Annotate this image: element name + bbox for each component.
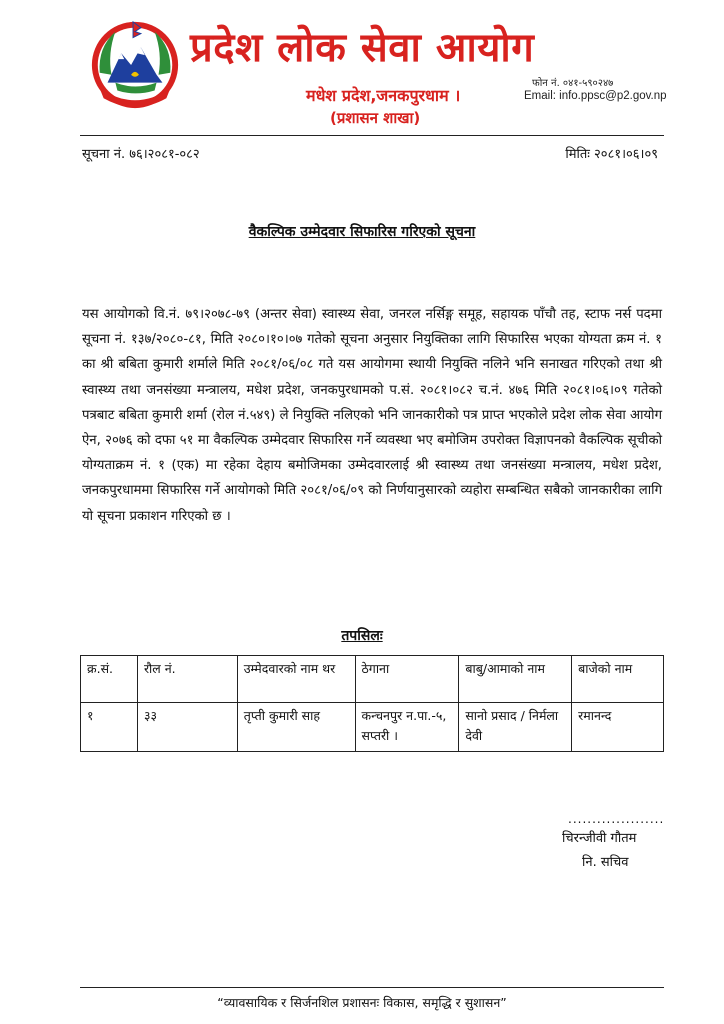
- org-title: प्रदेश लोक सेवा आयोग: [190, 25, 535, 71]
- cell-parent-name: सानो प्रसाद / निर्मला देवी: [459, 703, 572, 752]
- emblem-logo: [86, 14, 184, 112]
- candidate-table: [80, 655, 664, 752]
- cell-grandfather-name: रमानन्द: [572, 703, 664, 752]
- notice-body: यस आयोगको वि.नं. ७९।२०७८-७९ (अन्तर सेवा) स्वास्थ्य सेवा, जनरल नर्सिङ्ग समूह, सहायक पाँचौ तह, स्टाफ नर्स पदमा सूचना नं. १३७/२०८०-८१, मिति २०८०।१०।०७ गतेको सूचना अनुसार नियुक्तिका लागि सिफारिस भएका योग्यता क्रम नं. १ का श्री बबिता कुमारी शर्माले मिति २०८१/०६/०८ गते यस आयोगमा स्थायी नियुक्ति नलिने भनि सनाखत गरिएको तथा श्री स्वास्थ्य तथा जनसंख्या मन्त्रालय, मधेश प्रदेश, जनकपुरधामको प.सं. २०८१।०८२ च.नं. ४७६ मिति २०८१।०६।०९ गतेको पत्रबाट बबिता कुमारी शर्मा (रोल नं.५४९) ले नियुक्ति नलिएको भनि जानकारीको पत्र प्राप्त भएकोले प्रदेश लोक सेवा आयोग ऐन, २०७६ को दफा ५१ मा वैकल्पिक उम्मेदवार सिफारिस गर्ने व्यवस्था भए बमोजिम उपरोक्त विज्ञापनको वैकल्पिक सूचीको योग्यताक्रम नं. १ (एक) मा रहेका देहाय बमोजिमका उम्मेदवारलाई श्री स्वास्थ्य तथा जनसंख्या मन्त्रालय, मधेश प्रदेश, जनकपुरधाममा सिफारिस गर्ने आयोगको मिति २०८१/०६/०९ को निर्णयानुसारको व्यहोरा सम्बन्धित सबैको जानकारीका लागि यो सूचना प्रकाशन गरिएको छ ।: [82, 307, 662, 524]
- table-row: [81, 703, 664, 752]
- footer-divider: [80, 987, 664, 988]
- details-heading: तपसिलः: [341, 628, 383, 644]
- signature-line: ....................: [568, 812, 665, 826]
- table-header-row: [81, 656, 664, 703]
- header-serial: क्र.सं.: [81, 656, 138, 703]
- header-parent-name: बाबु/आमाको नाम: [459, 656, 572, 703]
- cell-candidate-name: तृप्ती कुमारी साह: [237, 703, 355, 752]
- cell-address: कन्चनपुर न.पा.-५, सप्तरी ।: [355, 703, 459, 752]
- notice-number: सूचना नं. ७६।२०८१-०८२: [82, 147, 200, 162]
- footer-motto: “व्यावसायिक र सिर्जनशिल प्रशासनः विकास, समृद्धि र सुशासन”: [217, 995, 507, 1010]
- signatory-name: चिरन्जीवी गौतम: [562, 831, 637, 846]
- header-address: ठेगाना: [355, 656, 459, 703]
- header-divider: [80, 135, 664, 136]
- header-roll-number: रौल नं.: [137, 656, 237, 703]
- header-candidate-name: उम्मेदवारको नाम थर: [237, 656, 355, 703]
- notice-heading: वैकल्पिक उम्मेदवार सिफारिस गरिएको सूचना: [248, 224, 476, 240]
- org-location: मधेश प्रदेश,जनकपुरधाम ।: [306, 86, 461, 105]
- cell-roll-number: ३३: [137, 703, 237, 752]
- org-branch: (प्रशासन शाखा): [330, 109, 421, 127]
- signatory-title: नि. सचिव: [582, 855, 629, 870]
- email-address: Email: info.ppsc@p2.gov.np: [524, 90, 667, 102]
- header-grandfather-name: बाजेको नाम: [572, 656, 664, 703]
- phone-number: फोन नं. ०४१-५९०२४७: [532, 78, 614, 89]
- notice-date: मितिः २०८१।०६।०९: [565, 147, 658, 162]
- cell-serial: १: [81, 703, 138, 752]
